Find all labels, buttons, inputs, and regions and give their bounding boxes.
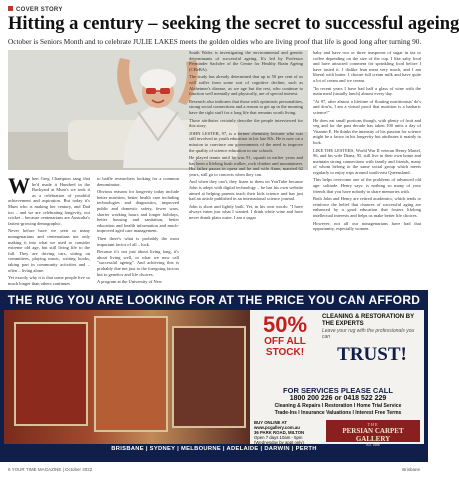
paragraph: Obvious reasons for longevity today include better nutrition, better health care including technologies and diagnostics, improved public and domestic safety, fewer wars, shorter working hours and longer holidays, better housing and sanitation, better education and health information and much-improved aged care management. — [97, 189, 179, 234]
sale-text: OFF ALL STOCK! — [264, 336, 306, 358]
persian-carpet-gallery-logo — [326, 420, 420, 447]
rug-advertisement[interactable] — [0, 290, 428, 462]
footer-edition: Brisbane — [402, 467, 420, 472]
paragraph: And when they can't, they listen to them on YouTube because John is adept with digital technology – he has his own website aimed at helping parents teach their kids science and has just had an article published in an international science journal. — [189, 179, 303, 202]
paragraph: Yet exactly why it is that some people live so much longer than others continues — [8, 275, 90, 286]
service-tagline: Leave your rug with the professionals you can — [322, 328, 415, 340]
page-footer — [8, 467, 420, 472]
logo-the: THE — [367, 422, 379, 427]
services-line: Trade-Ins I Insurance Valuations I Interest Free Terms — [274, 410, 402, 416]
logo-established: Est. 1988 — [366, 443, 380, 447]
paragraph: baby and have two or three teaspoons of sugar in tea or coffee depending on the size of the cup. I like salty food and have attracted comment for sprinkling food before I have tasted it. I dislike lean meat very much, and I am liberal with butter. I choose full cream milk and have quite a lot of cream and ice cream. — [313, 50, 421, 83]
store-address: 36 PARK ROAD, MILTON — [254, 430, 305, 435]
store-details — [254, 420, 322, 445]
paragraph: Both John and Henry are retired academics, which tends to reinforce the belief that chances of successful aging are enhanced by a good education that fosters lifelong intellectual interests and helps us make better life choices. — [313, 196, 421, 219]
paragraph: JOHN LESTER, 97, is a former chemistry lecturer who was still involved in youth education in his late 80s. He is now on a mission to convince our governments of the need to improve the quality of science education in our schools. — [189, 130, 303, 153]
sale-percent: 50% — [262, 312, 308, 337]
footer-folio: 6 YOUR TIME MAGAZINE | October 2022 — [8, 467, 93, 472]
paragraph: The study has already determined that up to 50 per cent of us will suffer from some sort of cognitive decline, such as Alzheimer's disease, as we age but the rest, who continue to function well mentally and physically, are of special interest. — [189, 74, 303, 97]
paragraph: "In recent years I have had half a glass of wine with the main meal (usually lunch) almost every day. — [313, 85, 421, 97]
section-label-text: COVER STORY — [16, 7, 63, 13]
cleaning-service-box — [322, 314, 422, 384]
paragraph: Research also indicates that those with optimistic personalities, strong social connections and a reason to get up in the morning have the right stuff for a long life that remains worth living. — [189, 98, 303, 115]
trust-text: TRUST! — [337, 344, 407, 365]
store-hours: Open 7 days 10am - 5pm — [254, 435, 303, 440]
website-link[interactable]: www.pcgallery.com.au — [254, 425, 300, 430]
logo-name: PERSIAN CARPET GALLERY — [342, 427, 404, 443]
article-column-1 — [8, 173, 90, 288]
buy-online-label: BUY ONLINE AT — [254, 420, 287, 425]
rug-image — [94, 316, 168, 432]
section-label — [8, 6, 63, 13]
services-heading: FOR SERVICES PLEASE CALL — [283, 386, 393, 395]
section-marker-icon — [8, 6, 13, 11]
article-column-2 — [97, 176, 179, 287]
paragraph: Never before have we seen so many nonagenarians and centenarians not only making it into what we used to consider extreme old age, but still living life to the full. They are driving cars, sitting on committees, playing music, writing books, taking part in community activities and – often – living alone. — [8, 228, 90, 273]
drop-cap: W — [8, 173, 30, 198]
ad-body — [4, 310, 424, 447]
services-line: Cleaning & Repairs I Restoration I Home Trial Service — [274, 403, 402, 409]
paragraph: to baffle researchers looking for a common denominator. — [97, 176, 179, 187]
service-title: CLEANING & RESTORATION BY THE EXPERTS — [322, 314, 415, 327]
paragraph: "At 97, after almost a lifetime of flouting nutritionists' do's and don'ts, I am a virtual proof that nutrition is a barbaric science!" — [313, 98, 421, 115]
paragraph: However, not all our nonagenarians have had that opportunity, especially women. — [313, 220, 421, 232]
article-column-3 — [189, 50, 303, 223]
article-column-4 — [313, 50, 421, 234]
ad-headline: THE RUG YOU ARE LOOKING FOR AT THE PRICE YOU CAN AFFORD — [7, 293, 421, 307]
paragraph: Because it's not just about living long, it's about living well, or what we now call "successful ageing". And achieving this is probably due not just to the foregoing factors but to genetics and life choices. — [97, 249, 179, 277]
paragraph: He played tennis until he was 91, squash in earlier years and has been a lifelong bush walker, rock climber and mountaineer. His father passes in opera and he and wife Anne, married 62 years, still go to concerts when they can. — [189, 155, 303, 177]
services-contact — [252, 386, 424, 416]
paragraph: John is short and lightly built. Yet, in his own words: "I have always eaten just what I wanted. I drink white wine and have never drunk plain water. I am a sugar — [189, 203, 303, 221]
paragraph: He does eat small portions though, with plenty of fruit and veg and for the past decade has taken 100 units a day of Vitamin E. He thinks the intensity of his passion for science might be a factor in his longevity but attributes it mainly to luck. — [313, 117, 421, 145]
paragraph: When Greg Champion sang that he'd made it Hundred in the Backyard at Mum's we took it as a celebration of youthful achievement and aspiration. But today it's Mum who is making her century, and Dad too – and we are celebrating longevity, not cricket – because centenarians are Australia's fastest-growing demographic. — [8, 173, 90, 226]
rug-image — [172, 326, 246, 428]
headline: Hitting a century – seeking the secret to successful ageing — [8, 14, 459, 34]
paragraph: A program at the University of New — [97, 279, 162, 285]
paragraph: South Wales is investigating the environmental and genetic determinants of successful ageing. It's led by Professor Perminder Sachdev of the Centre for Healthy Brain Ageing (CHeBA). — [189, 50, 303, 72]
paragraph: This helps overcome one of the problems of advanced old age: solitude. Henry says: is nothing so many of your friends that you have nobody to share memories with. — [313, 177, 421, 194]
rugs-photo — [4, 310, 250, 444]
phone-numbers[interactable]: 1800 200 226 or 0418 522 229 — [289, 395, 387, 402]
standfirst: October is Seniors Month and to celebrate JULIE LAKES meets the golden oldies who are living proof that life is good long after turning 90. — [8, 37, 422, 46]
ad-cities: BRISBANE | SYDNEY | MELBOURNE | ADELAIDE | DARWIN | PERTH — [111, 446, 317, 452]
rug-image — [14, 322, 88, 426]
sale-badge — [252, 314, 318, 384]
paragraph: LIKE THE LESTERS, World War II veteran Henry Martel, 96, and his wife Diana, 95, still live in their own home and maintain strong connections with family and friends, many of whom belong to the same social group which meets regularly to enjoy trips around south-east Queensland. — [313, 147, 421, 175]
paragraph: Those attributes certainly describe the people interviewed for this story. — [189, 117, 303, 129]
paragraph: Then there's what is probably the most important factor of all – luck. — [97, 235, 179, 247]
appointment-note: (Wednesday by appt only) — [254, 440, 304, 445]
